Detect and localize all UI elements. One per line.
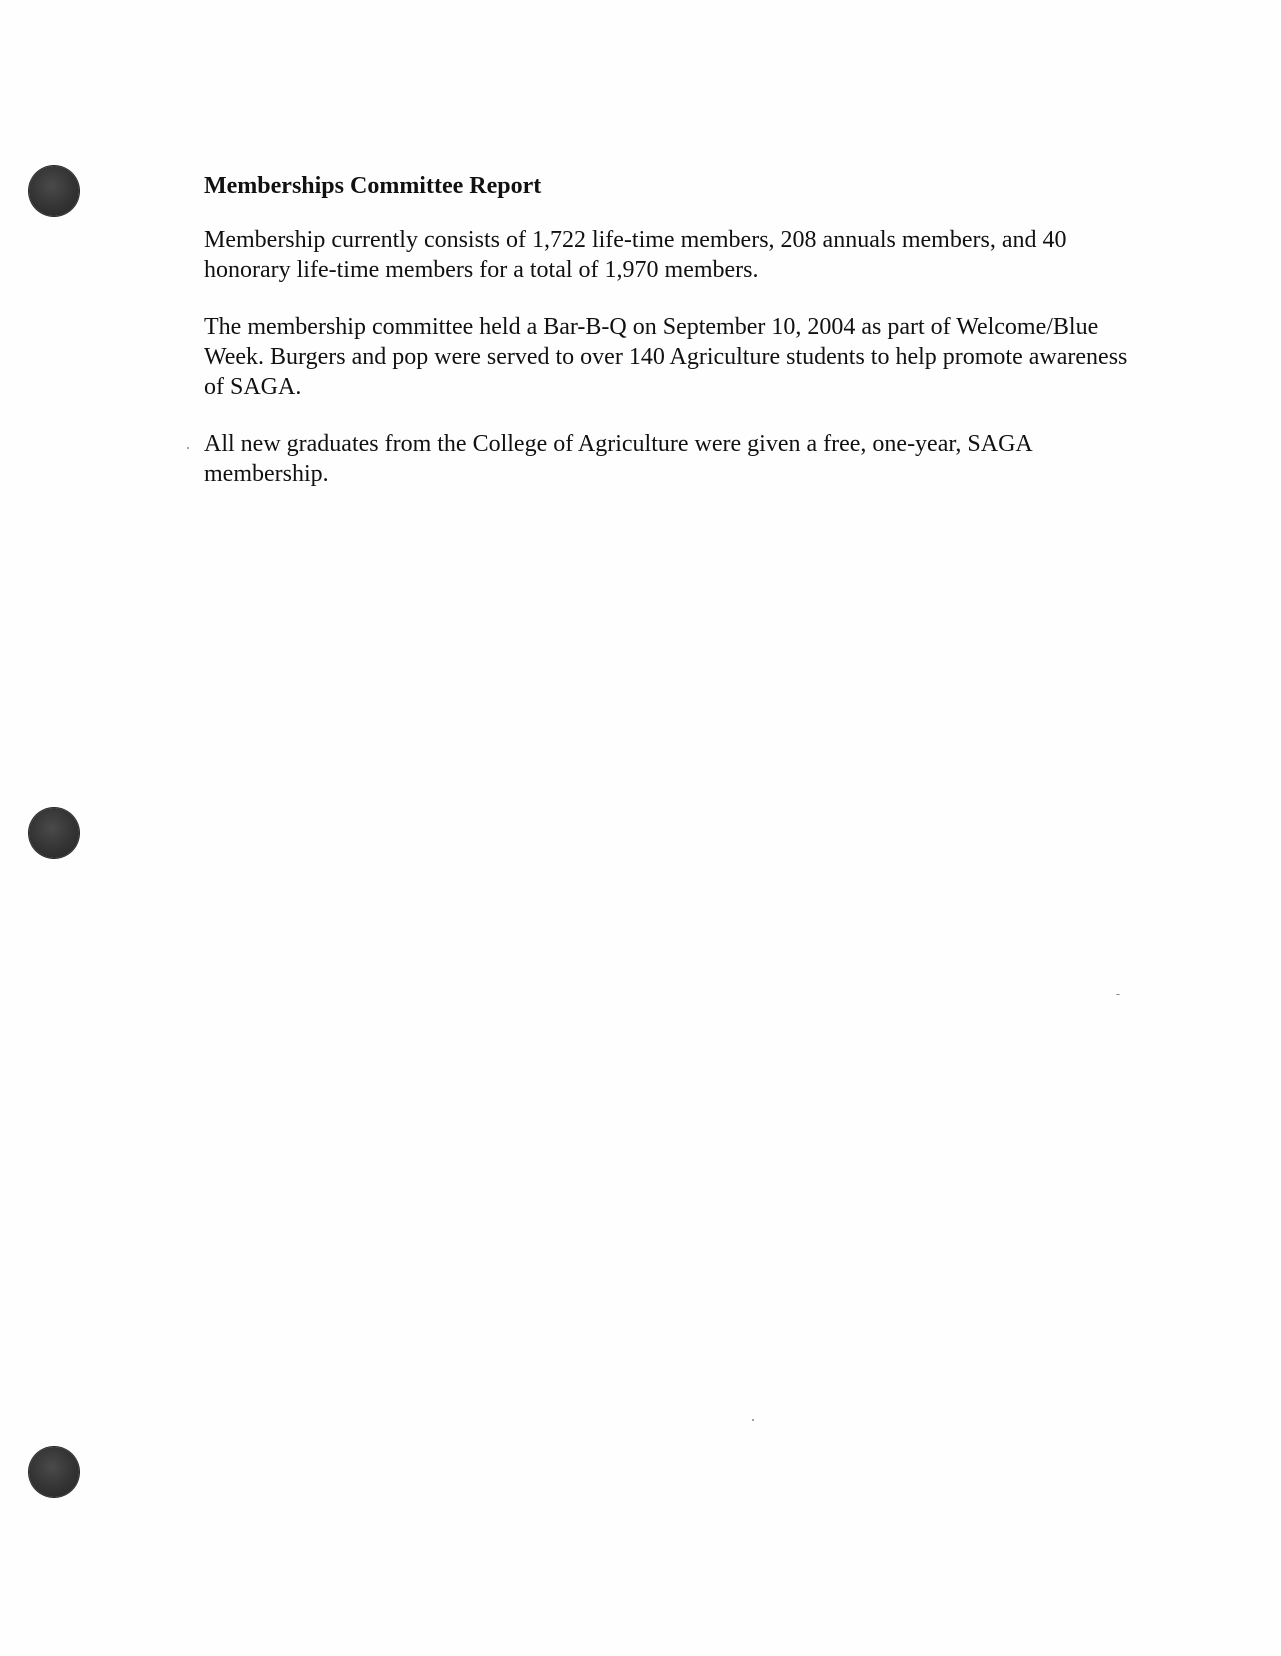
membership-count-paragraph: Membership currently consists of 1,722 life-time members, 208 annuals members, and 40 honorary life-time members for a total of 1,970 members. [204, 227, 1067, 283]
report-title: Memberships Committee Report [204, 173, 542, 199]
punch-hole-middle [29, 808, 79, 858]
scan-speck [1116, 994, 1120, 995]
punch-hole-top [29, 166, 79, 216]
graduate-membership-paragraph: All new graduates from the College of Agriculture were given a free, one-year, SAGA membership. [204, 431, 1032, 487]
scan-speck [752, 1419, 754, 1421]
scan-speck [187, 447, 189, 449]
punch-hole-bottom [29, 1447, 79, 1497]
barbecue-event-paragraph: The membership committee held a Bar-B-Q on September 10, 2004 as part of Welcome/Blue Week. Burgers and pop were served to over 140 Agriculture students to help promote awareness of SAGA. [204, 314, 1128, 400]
report-body [204, 170, 1144, 516]
